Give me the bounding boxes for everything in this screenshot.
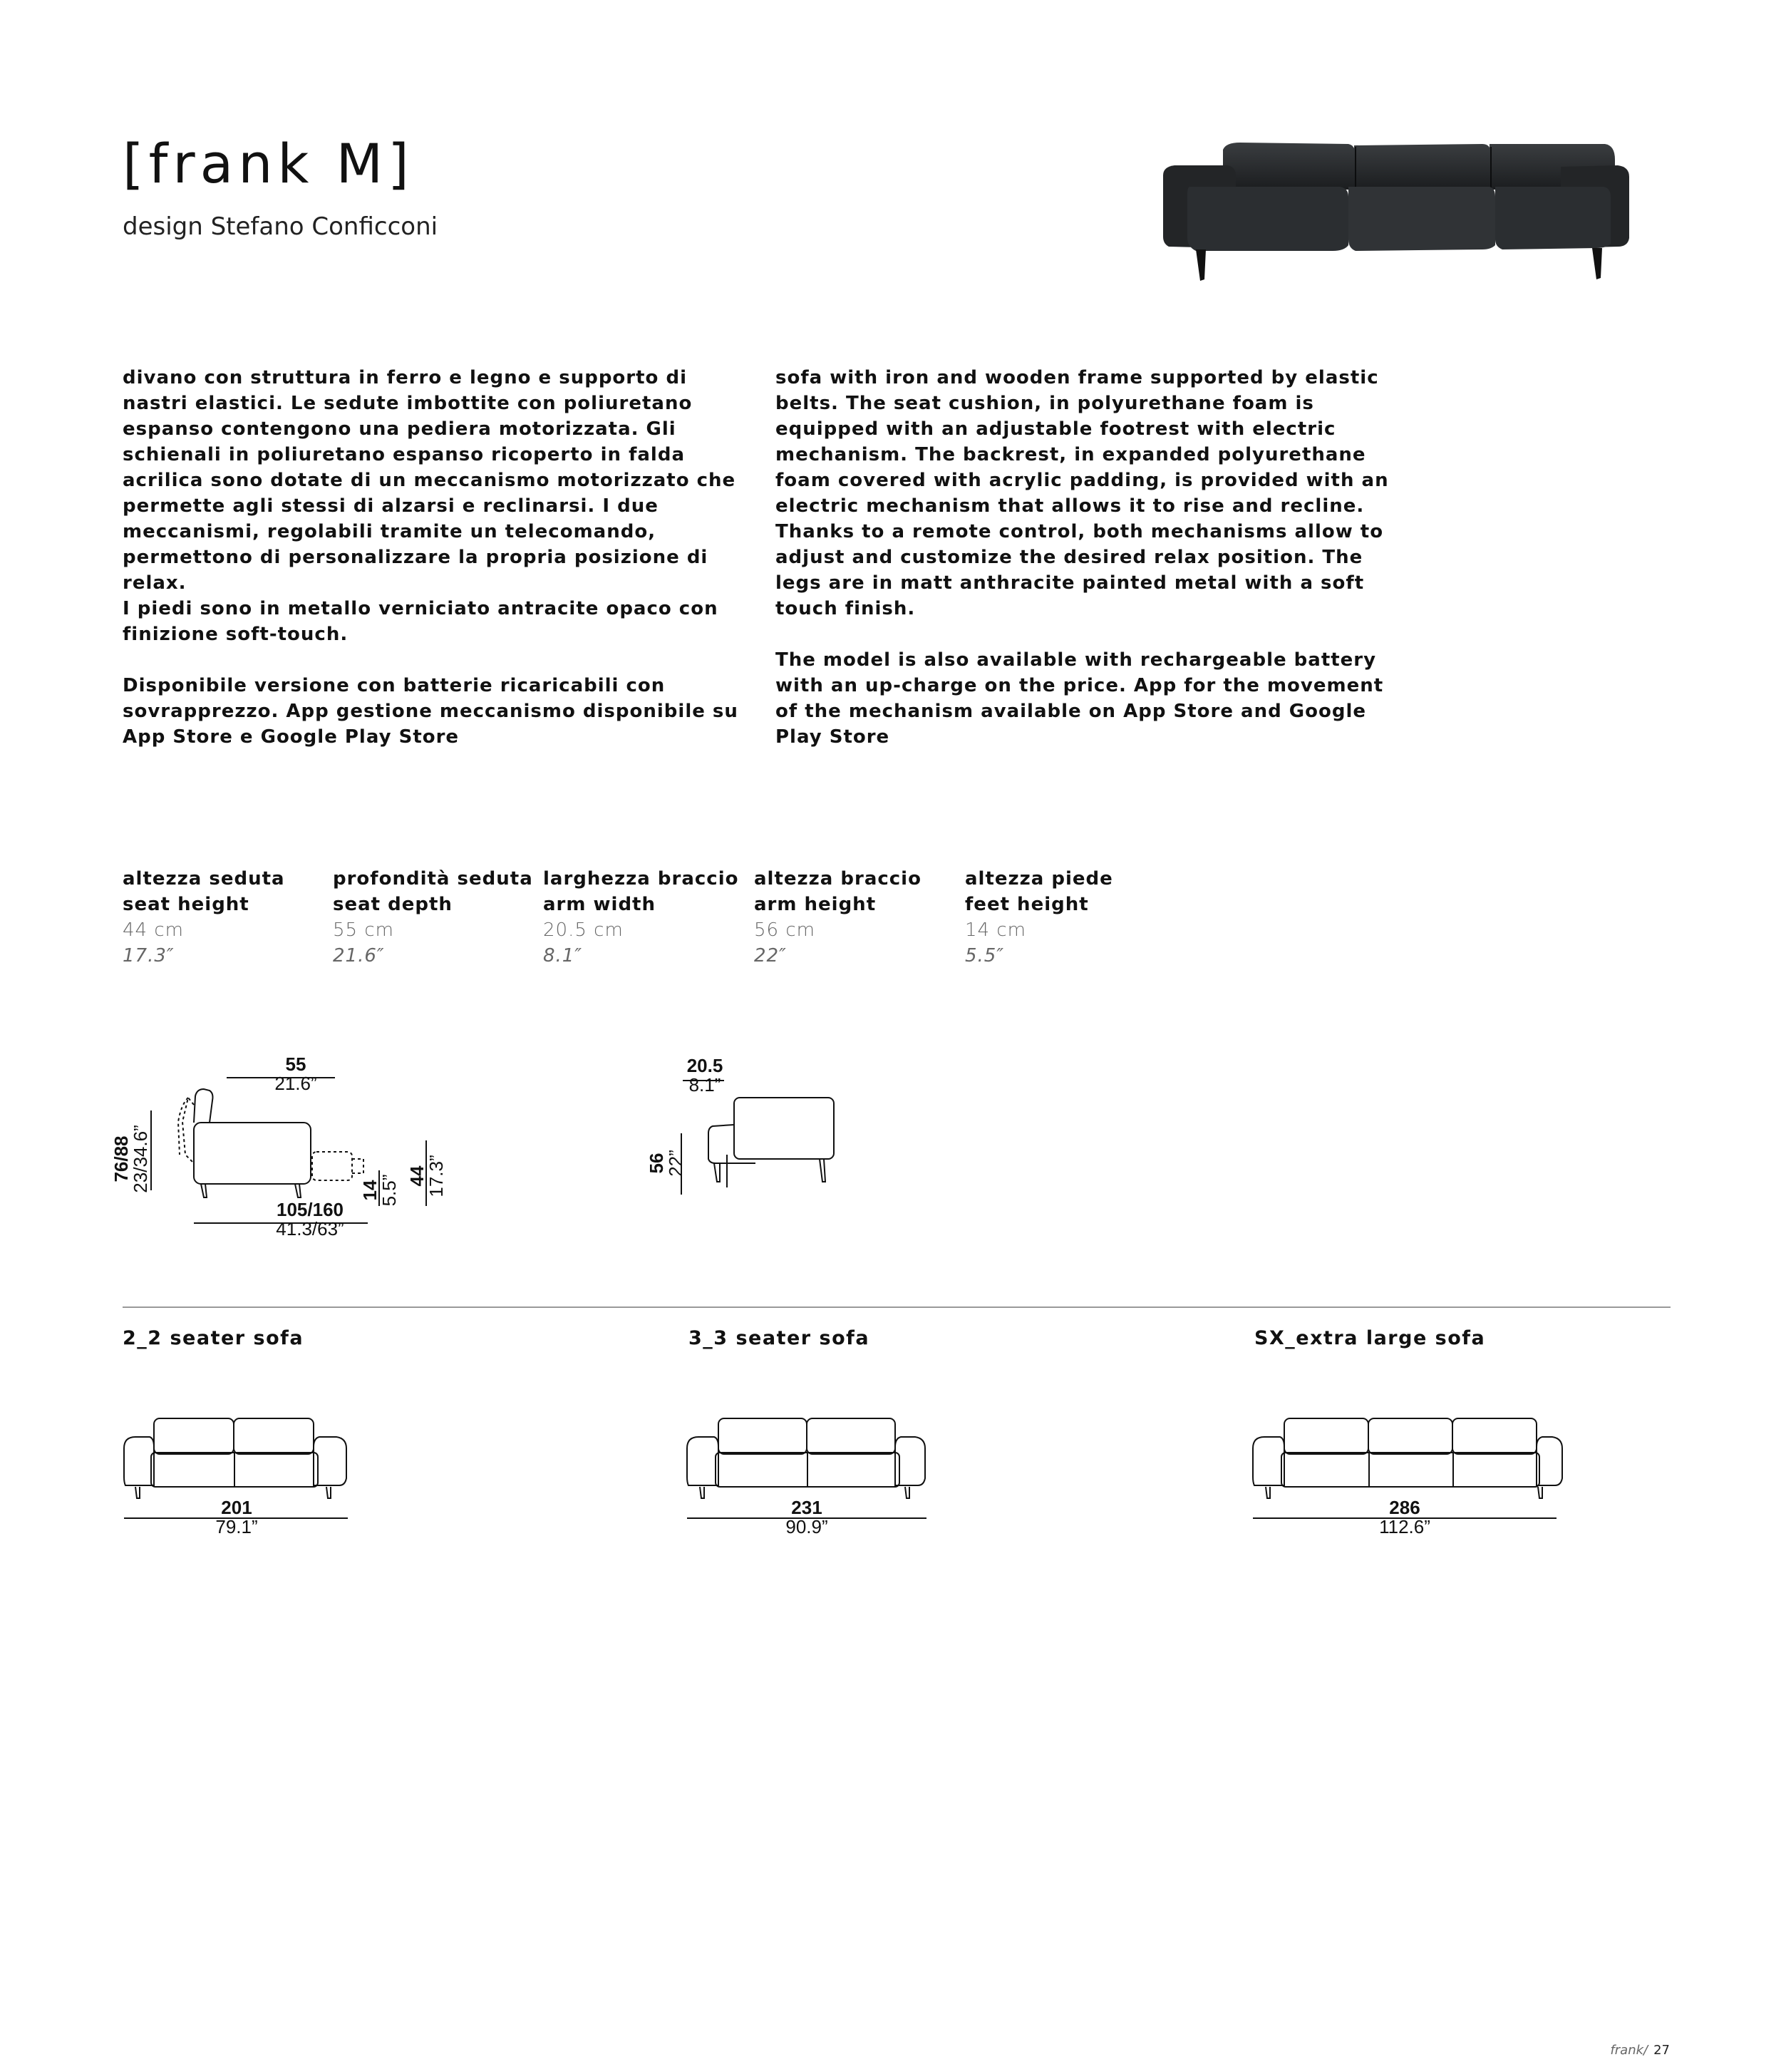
spec-value-inch: 22″ bbox=[754, 945, 787, 967]
seat-cushion-center bbox=[1348, 187, 1495, 251]
description-en-body: sofa with iron and wooden frame supported by elastic belts. The seat cushion, in polyurethane foam is equipped with an adjustable footrest with electric mechanism. The backrest, in expanded polyurethane foam covered with acrylic padding, is provided with an electric mechanism that allows it to rise and recline. Thanks to a remote control, both mechanisms allow to adjust and customize the desired relax position. The legs are in matt anthracite painted metal with a soft touch finish. bbox=[775, 367, 1389, 619]
section-divider bbox=[123, 1306, 1671, 1308]
leg-right bbox=[1592, 248, 1602, 279]
spec-label-it: altezza piede bbox=[965, 868, 1113, 890]
sofa-extra-large-drawing bbox=[1251, 1411, 1565, 1537]
footer-section: frank/ bbox=[1610, 2043, 1648, 2058]
side-seat-cm: 44 bbox=[406, 1165, 428, 1187]
spec-value-cm: 20.5 cm bbox=[543, 919, 624, 941]
spec-value-cm: 55 cm bbox=[333, 919, 394, 941]
arm-width-dim bbox=[681, 1056, 728, 1095]
spec-seat-height bbox=[123, 866, 329, 969]
sofa-3-width-dim bbox=[764, 1498, 850, 1537]
spec-label-en: seat depth bbox=[333, 894, 453, 915]
description-it-body: divano con struttura in ferro e legno e supporto di nastri elastici. Le sedute imbottite con poliuretano espanso contengono una pediera motorizzata. Gli schienali in poliuretano espanso ricoperto in falda acrilica sono dotate di un meccanismo motorizzato che permette agli stessi di alzarsi e reclinarsi. I due meccanismi, regolabili tramite un telecomando, permettono di personalizzare la propria posizione di relax. bbox=[123, 367, 736, 594]
spec-value-inch: 17.3″ bbox=[123, 945, 175, 967]
spec-value-cm: 56 cm bbox=[754, 919, 815, 941]
description-it-body2: I piedi sono in metallo verniciato antracite opaco con finizione soft-touch. bbox=[123, 598, 718, 645]
spec-label-en: arm width bbox=[543, 894, 656, 915]
spec-value-inch: 5.5″ bbox=[965, 945, 1005, 967]
side-profile-drawing bbox=[110, 1048, 485, 1254]
product-photo bbox=[1162, 140, 1632, 289]
arm-drawing bbox=[641, 1048, 855, 1205]
spec-label-it: profondità seduta bbox=[333, 868, 533, 890]
page-footer bbox=[1610, 2043, 1670, 2058]
description-english bbox=[775, 365, 1410, 750]
arm-height-in: 22” bbox=[665, 1150, 686, 1177]
side-depth-in: 21.6” bbox=[274, 1073, 317, 1094]
sofa-xl-width-dim bbox=[1358, 1498, 1451, 1537]
sofa-xl-width-in: 112.6” bbox=[1379, 1516, 1430, 1537]
spec-label-en: feet height bbox=[965, 894, 1089, 915]
model-label-2-seater: 2_2 seater sofa bbox=[123, 1327, 304, 1349]
description-en-note: The model is also available with rechargeable battery with an up-charge on the price. App for the movement of the mechanism available on App Store and Google Play Store bbox=[775, 649, 1384, 748]
arm-height-dim bbox=[647, 1135, 690, 1192]
sofa-xl-width-cm: 286 bbox=[1389, 1497, 1420, 1518]
back-cushion-left bbox=[1223, 143, 1356, 190]
side-depth-cm: 55 bbox=[285, 1053, 306, 1075]
spec-value-inch: 21.6″ bbox=[333, 945, 385, 967]
side-length-in: 41.3/63” bbox=[276, 1218, 344, 1239]
side-seat-dim bbox=[408, 1148, 450, 1205]
sofa-3-seater-drawing bbox=[686, 1411, 928, 1537]
side-feet-in: 5.5” bbox=[378, 1174, 400, 1207]
page-title: [frank M] bbox=[123, 132, 414, 195]
page-number: 27 bbox=[1653, 2043, 1670, 2058]
side-feet-dim bbox=[361, 1162, 403, 1219]
designer-credit: design Stefano Conficconi bbox=[123, 212, 438, 241]
sofa-2-width-in: 79.1” bbox=[215, 1516, 258, 1537]
sofa-3-width-cm: 231 bbox=[791, 1497, 822, 1518]
spec-value-cm: 44 cm bbox=[123, 919, 184, 941]
side-feet-cm: 14 bbox=[359, 1180, 381, 1201]
spec-label-en: seat height bbox=[123, 894, 249, 915]
spec-feet-height bbox=[965, 866, 1172, 969]
seat-cushion-right bbox=[1495, 187, 1611, 249]
description-italian bbox=[123, 365, 757, 750]
spec-seat-depth bbox=[333, 866, 540, 969]
spec-value-inch: 8.1″ bbox=[543, 945, 583, 967]
arm-height-cm: 56 bbox=[646, 1153, 667, 1174]
spec-label-it: larghezza braccio bbox=[543, 868, 739, 890]
sofa-3-width-in: 90.9” bbox=[785, 1516, 828, 1537]
arm-width-in: 8.1” bbox=[688, 1074, 721, 1096]
side-depth-dim bbox=[257, 1055, 335, 1093]
spec-value-cm: 14 cm bbox=[965, 919, 1026, 941]
side-height-dim bbox=[112, 1105, 155, 1212]
spec-arm-width bbox=[543, 866, 750, 969]
back-cushion-center bbox=[1354, 144, 1491, 190]
model-label-extra-large: SX_extra large sofa bbox=[1254, 1327, 1486, 1349]
sofa-2-seater-drawing bbox=[123, 1411, 351, 1537]
description-it-note: Disponibile versione con batterie ricaricabili con sovrapprezzo. App gestione meccanismo disponibile su App Store e Google Play Store bbox=[123, 675, 738, 748]
seat-cushion-left bbox=[1187, 187, 1348, 251]
model-label-3-seater: 3_3 seater sofa bbox=[688, 1327, 870, 1349]
spec-label-it: altezza braccio bbox=[754, 868, 922, 890]
side-length-cm: 105/160 bbox=[277, 1199, 344, 1220]
sofa-2-width-cm: 201 bbox=[221, 1497, 252, 1518]
spec-label-it: altezza seduta bbox=[123, 868, 285, 890]
leg-left bbox=[1196, 249, 1206, 281]
side-seat-in: 17.3” bbox=[425, 1155, 447, 1197]
spec-label-en: arm height bbox=[754, 894, 877, 915]
spec-arm-height bbox=[754, 866, 961, 969]
side-height-in: 23/34.6” bbox=[130, 1125, 151, 1193]
side-height-cm: 76/88 bbox=[110, 1135, 132, 1182]
arm-width-cm: 20.5 bbox=[686, 1055, 723, 1076]
sofa-2-width-dim bbox=[194, 1498, 279, 1537]
